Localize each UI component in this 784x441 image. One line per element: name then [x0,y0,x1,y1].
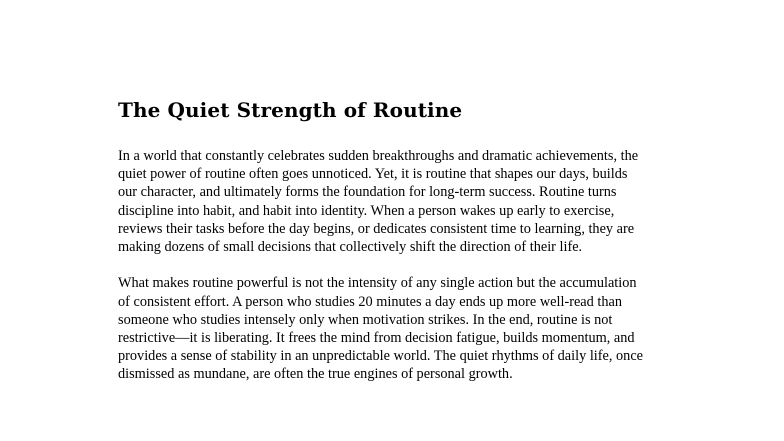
paragraph-1: In a world that constantly celebrates sudden breakthroughs and dramatic achievements, the quiet power of routine often goes unnoticed. Yet, it is routine that shapes our days, builds our character, and ultimately forms the foundation for long-term success. Routine turns discipline into habit, and habit into identity. When a person wakes up early to exercise, reviews their tasks before the day begins, or dedicates consistent time to learning, they are making dozens of small decisions that collectively shift the direction of their life. [118,148,639,256]
document-title: The Quiet Strength of Routine [118,98,463,122]
paragraph-2: What makes routine powerful is not the intensity of any single action but the accumulation of consistent effort. A person who studies 20 minutes a day ends up more well-read than someone who studies intensely only when motivation strikes. In the end, routine is not restrictive—it is liberating. It frees the mind from decision fatigue, builds momentum, and provides a sense of stability in an unpredictable world. The quiet rhythms of daily life, once dismissed as mundane, are often the true engines of personal growth. [118,275,644,383]
document-body [118,96,650,384]
